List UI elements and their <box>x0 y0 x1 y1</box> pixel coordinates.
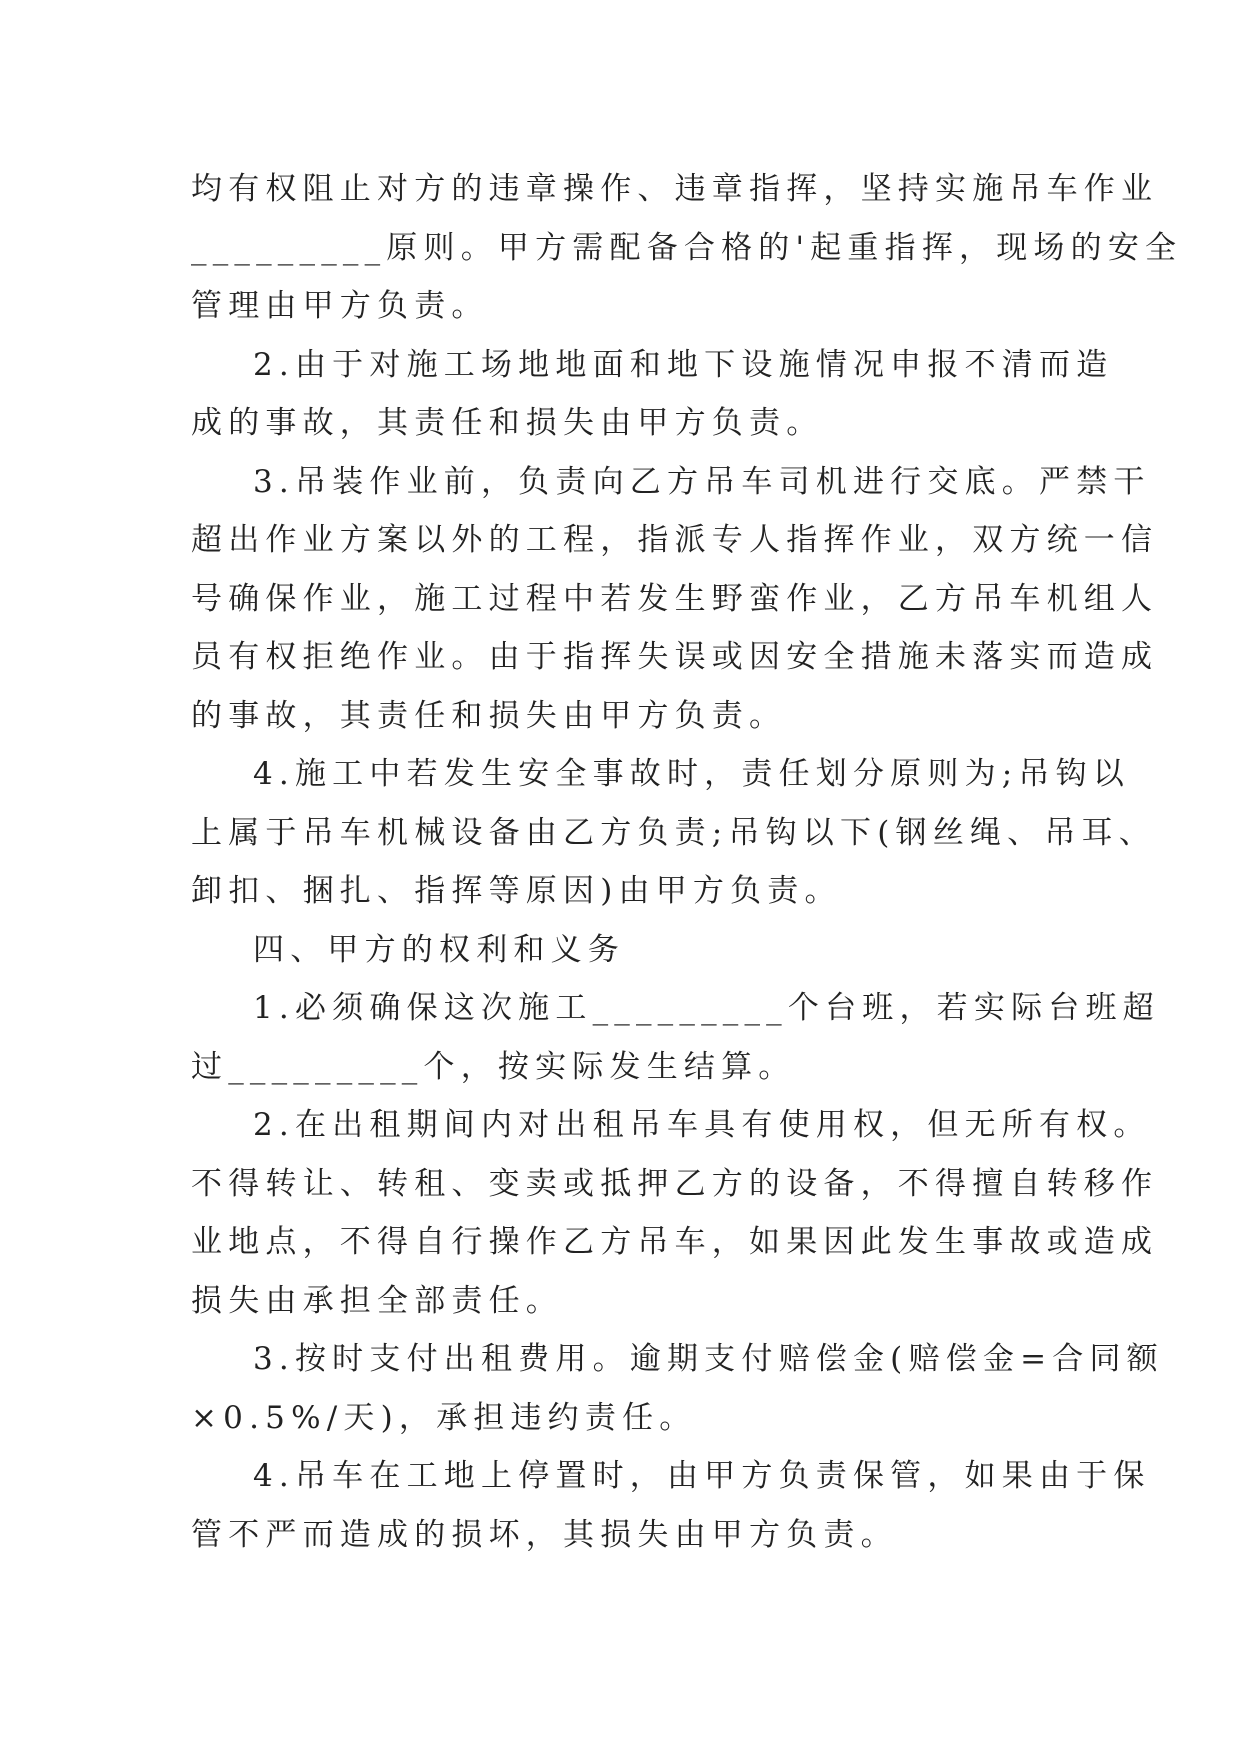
text-line: 损失由承担全部责任。 <box>191 1282 563 1319</box>
text-line: 的事故，其责任和损失由甲方负责。 <box>191 697 787 734</box>
text-line: 3.吊装作业前，负责向乙方吊车司机进行交底。严禁干 <box>253 463 1151 500</box>
contract-text <box>191 160 1183 1564</box>
text-line: 2.在出租期间内对出租吊车具有使用权，但无所有权。 <box>253 1107 1151 1143</box>
text-line: 超出作业方案以外的工程，指派专人指挥作业，双方统一信 <box>191 522 1159 558</box>
text-line: _________原则。甲方需配备合格的'起重指挥，现场的安全 <box>191 229 1183 266</box>
text-line: 管理由甲方负责。 <box>191 288 489 324</box>
text-line: 员有权拒绝作业。由于指挥失误或因安全措施未落实而造成 <box>191 639 1159 675</box>
text-line: 业地点，不得自行操作乙方吊车，如果因此发生事故或造成 <box>191 1224 1159 1260</box>
text-line: 4.施工中若发生安全事故时，责任划分原则为;吊钩以 <box>253 756 1131 792</box>
text-line: ×0.5%/天)，承担违约责任。 <box>191 1399 697 1436</box>
text-line: 3.按时支付出租费用。逾期支付赔偿金(赔偿金=合同额 <box>253 1341 1164 1377</box>
text-line: 均有权阻止对方的违章操作、违章指挥，坚持实施吊车作业 <box>191 171 1159 207</box>
text-line: 1.必须确保这次施工_________个台班，若实际台班超 <box>253 990 1160 1026</box>
text-line: 上属于吊车机械设备由乙方负责;吊钩以下(钢丝绳、吊耳、 <box>191 814 1156 851</box>
text-line: 不得转让、转租、变卖或抵押乙方的设备，不得擅自转移作 <box>191 1165 1159 1202</box>
text-line: 4.吊车在工地上停置时，由甲方负责保管，如果由于保 <box>253 1458 1151 1494</box>
text-line: 过_________个，按实际发生结算。 <box>191 1048 796 1085</box>
text-line: 卸扣、捆扎、指挥等原因)由甲方负责。 <box>191 873 842 909</box>
text-line: 成的事故，其责任和损失由甲方负责。 <box>191 405 824 441</box>
text-line: 管不严而造成的损坏，其损失由甲方负责。 <box>191 1516 898 1553</box>
section-heading: 四、甲方的权利和义务 <box>253 931 625 968</box>
text-line: 号确保作业，施工过程中若发生野蛮作业，乙方吊车机组人 <box>191 580 1159 617</box>
text-line: 2.由于对施工场地地面和地下设施情况申报不清而造 <box>253 346 1114 383</box>
